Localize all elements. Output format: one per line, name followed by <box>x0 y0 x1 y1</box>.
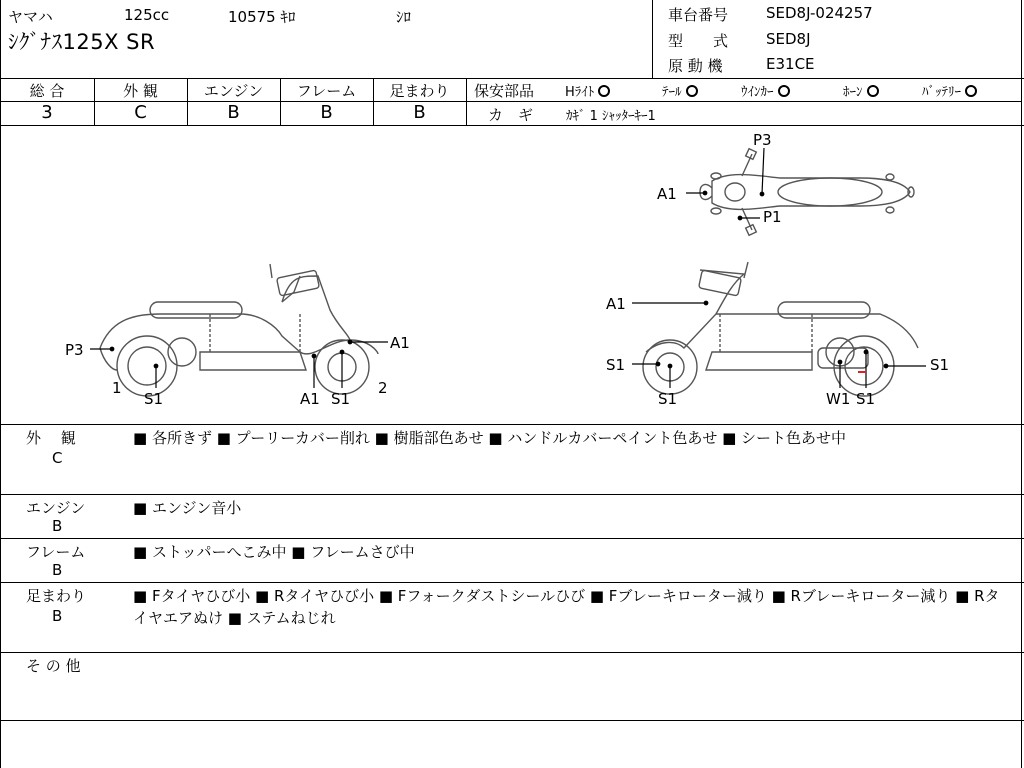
engine-value: E31CE <box>766 55 815 73</box>
note-text: ■ エンジン音小 <box>133 499 242 517</box>
safety-item-horn <box>843 81 879 100</box>
header-divider <box>652 0 653 78</box>
diag-label-s1-left: S1 <box>144 390 164 408</box>
safety-item-tail <box>662 81 698 100</box>
diag-label-s1-left-mid: S1 <box>331 390 351 408</box>
note-category: エンジン <box>26 499 86 517</box>
note-grade: C <box>52 449 63 467</box>
safety-item-label: Hﾗｲﾄ <box>565 85 595 100</box>
damage-diagram <box>0 126 1024 424</box>
note-grade: B <box>52 561 63 579</box>
frame-no: SED8J-024257 <box>766 4 873 22</box>
grade-label-exterior: 外 観 <box>123 82 158 100</box>
key-value: ｶｷﾞ 1 ｼｬｯﾀｰｷｰ1 <box>566 109 656 124</box>
safety-label: 保安部品 <box>474 82 535 100</box>
safety-item-label: ﾎｰﾝ <box>843 85 863 100</box>
ok-circle-icon <box>778 85 790 97</box>
safety-item-label: ｳｲﾝｶｰ <box>741 85 774 100</box>
key-label: カ ギ <box>488 106 534 124</box>
color: ｼﾛ <box>396 8 412 26</box>
maker: ヤマハ <box>8 8 53 26</box>
type-label: 型 式 <box>668 32 729 50</box>
diag-label-two: 2 <box>378 379 388 397</box>
note-row-frame <box>0 538 1024 582</box>
diag-label-a1-left-right: A1 <box>390 334 410 352</box>
scooter-left-view <box>100 264 378 396</box>
note-grade: B <box>52 517 63 535</box>
grade-value-engine: B <box>227 102 240 123</box>
safety-item-battery <box>922 81 977 100</box>
note-row-suspension <box>0 582 1024 652</box>
grade-label-engine: エンジン <box>203 82 264 100</box>
note-category: 外 観 <box>26 429 76 447</box>
diag-label-p3-top: P3 <box>753 131 772 149</box>
note-row-exterior <box>0 424 1024 494</box>
grade-label-overall: 総 合 <box>29 82 65 100</box>
grade-value-frame: B <box>320 102 333 123</box>
grade-value-overall: 3 <box>41 102 53 123</box>
safety-mid-line <box>466 101 1022 102</box>
note-category: そ の 他 <box>26 657 81 675</box>
notes-bottom-line <box>0 720 1024 721</box>
grade-label-frame: フレーム <box>296 82 357 100</box>
diag-label-a1-left-bottom: A1 <box>300 390 320 408</box>
note-category: フレーム <box>26 543 86 561</box>
diag-label-p1-top: P1 <box>763 208 782 226</box>
note-grade: B <box>52 607 63 625</box>
safety-item-label: ﾃｰﾙ <box>662 85 682 100</box>
diag-label-a1-top: A1 <box>657 185 677 203</box>
note-row-other <box>0 652 1024 720</box>
diag-label-w1-right: W1 <box>826 390 851 408</box>
engine-label: 原 動 機 <box>668 57 723 75</box>
diag-label-one: 1 <box>112 379 122 397</box>
note-text: ■ ストッパーへこみ中 ■ フレームさび中 <box>133 543 415 561</box>
grade-col-line <box>466 78 467 125</box>
ok-circle-icon <box>965 85 977 97</box>
note-text: ■ 各所きず ■ プーリーカバー削れ ■ 樹脂部色あせ ■ ハンドルカバーペイント色あせ ■ シート色あせ中 <box>133 429 847 447</box>
header-bottom-line <box>0 78 1024 79</box>
grade-label-suspension: 足まわり <box>389 82 450 100</box>
ok-circle-icon <box>686 85 698 97</box>
diag-label-p3-left: P3 <box>65 341 84 359</box>
model-name: ｼｸﾞﾅｽ125X SR <box>8 30 156 54</box>
note-text: ■ Fタイヤひび小 ■ Rタイヤひび小 ■ Fフォークダストシールひび ■ Fブレーキローター減り ■ Rブレーキローター減り ■ Rタイヤエアぬけ ■ ステムねじれ <box>133 587 1000 627</box>
diag-label-a1-right: A1 <box>606 295 626 313</box>
note-row-engine <box>0 494 1024 538</box>
displacement: 125cc <box>124 6 170 24</box>
safety-item-label: ﾊﾞｯﾃﾘｰ <box>922 85 961 100</box>
safety-item-winker <box>741 81 790 100</box>
type-value: SED8J <box>766 30 811 48</box>
diag-label-s1-right-left: S1 <box>606 356 626 374</box>
grade-value-exterior: C <box>134 102 147 123</box>
note-category: 足まわり <box>26 587 87 605</box>
grade-value-suspension: B <box>413 102 426 123</box>
ok-circle-icon <box>598 85 610 97</box>
diag-label-s1-right-right: S1 <box>930 356 950 374</box>
diag-label-s1-right-bottom: S1 <box>658 390 678 408</box>
safety-item-headlight <box>565 81 610 100</box>
ok-circle-icon <box>867 85 879 97</box>
scooter-top-view <box>700 149 914 236</box>
frame-no-label: 車台番号 <box>668 6 729 24</box>
scooter-right-view <box>643 262 918 396</box>
diag-label-s1-right-mid: S1 <box>856 390 876 408</box>
mileage: 10575 ｷﾛ <box>228 8 296 26</box>
